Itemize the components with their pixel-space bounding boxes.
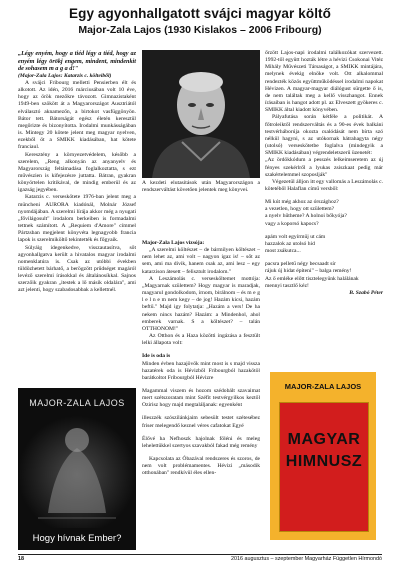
page-number: 18 bbox=[18, 556, 24, 562]
article-subtitle: Major-Zala Lajos (1930 Kislakos – 2006 Fribourg) bbox=[78, 24, 322, 36]
paragraph: Katarzis c. verseskötete 1976-ban jelent meg a müncheni AURORA kiadónál, Molnár József nyomdájában. A szerelmi lírája akkor még a nyugati „fővilágosult" irodalom berkeiben is formadalmi tettnek számított. A „Requiem d'Amore" címmel Pártzsban megjelent könyvéta legnagyobb francia lapok is szerelmiköltő tekintették és főgyaik. bbox=[18, 194, 136, 244]
poem-stanza: Magammal viszem és hozom szédobált szavaimat mert szétszoratam mint Széfit testvérgyilkos keztől Ozirisz hogy majd megtaláljanak: egyenként bbox=[142, 387, 260, 409]
book-cover-title: Hogy hívnak Ember? bbox=[32, 533, 122, 544]
poem-line: vagy a koporsó kapocs? bbox=[265, 220, 319, 227]
epigraph-quote: „Légy enyém, hogy a tiéd légy a tiéd, hogy az enyém légy örökj engem, mindent, mindenkit de sohasem m a g a d!" bbox=[18, 50, 136, 73]
paragraph: „A szerelmi költészet – de bármilyen költészet – nem lehet az, ami volt – nagyon igaz is! – sőt az sem, ami ma divik, hanem csak az, ami lesz – egy katarzison átesett – felisztult irodalom." bbox=[142, 247, 260, 275]
poem bbox=[142, 361, 260, 451]
paragraph: Pályafutása során kétféle a politikát. A főtroleiktől rendszerváltás és a 90-es évek balkáni testvérháborúja okozta csalódását nem bírta szó nélkül hagyni, s az utókornak hátrahagyta négy (utolsó) verseskötetbe foglalva (mindegyik a SMIKK kiadásában) végrendeletszerű üzenetét: bbox=[265, 114, 383, 157]
poem-stanza: illeszzék szószilánkjaim sebesült testet szétesébez friser melegendő keznel véres cafatokat Egyé bbox=[142, 415, 260, 429]
poem-line: Az ő emléke előtt tisztelegyünk halálának bbox=[265, 275, 359, 282]
paragraph: A Leszámolás c. versesköltemet mottója: „Magyarnak születtem? Hogy magyar is maradjak, magyarul gondolkodom, írnom, birálnom – és m e g l e l n e m nem kegy – de jog! Hazám kicsi, hazám beftű." Majd igy folytatja: „Hazám a vers! De ha nekem nincs hazám? Hazám: a Mindenhol, ahol emberek varnak. S a költészet? – talán OTTHONOM!" bbox=[142, 275, 260, 332]
book-cover-title-line-2: HIMNUSZ bbox=[285, 453, 363, 470]
publication-info: 2016 augusztus – szeptember Magyarház Független Hírmondó bbox=[230, 556, 382, 562]
poem-line: a nyelv hűtheme? A holnoi bőkyója? bbox=[265, 213, 347, 220]
poem-line: most zsákutca... bbox=[265, 248, 301, 255]
book-cover-author: MAJOR-ZALA LAJOS bbox=[29, 398, 125, 408]
quoted-verse: „Az ördökkódum a pesszés lelkeimseretem az új fényes szekérlről a lyukas zsiszkaat pedig már szakértelemmel szoposlják" bbox=[265, 157, 383, 178]
poem-line: pacsra pelletű négy becsaadt sír bbox=[265, 261, 336, 268]
column-3 bbox=[265, 50, 383, 297]
poem-stanza: Minden évben hazajövök mint most is s majd vissza hazatérek oda is Hévizből Fribourgból hazakötöl barátkoltot Fribourgból Hévizre bbox=[142, 360, 260, 381]
poem-line: hazzalok az utolsó hid bbox=[265, 240, 315, 247]
poem-title: Ide is oda is bbox=[142, 353, 171, 360]
poem-line: Mi kút még akhoz az órszághoz? bbox=[265, 199, 339, 206]
poem-stanza: Élővé ha Nefhoszk hajolnak föléni és meleg lehelettükkel szertyos szavakból fakad még remény bbox=[142, 435, 260, 449]
book-cover-title-line-1: MAGYAR bbox=[287, 431, 361, 448]
book-cover-hogy-hivnak-ember bbox=[18, 388, 136, 550]
photo-caption: A kezdeti elutasítások után Magyarországon a rendszerváltást követően jelentek meg könyvei. bbox=[142, 180, 260, 193]
poem-line: mennyi tasztlő kéz! bbox=[265, 282, 309, 289]
book-cover-magyar-himnusz bbox=[270, 372, 376, 540]
paragraph: Végezetül álljon itt egy vallomás a Leszámolás c. kötetéből Halaflan című versből: bbox=[265, 178, 383, 192]
poem-line: apám volt egyírmüj ut cám bbox=[265, 233, 326, 240]
footer-rule bbox=[18, 554, 382, 555]
paragraph: Súlyáig idegenkedve, visszautasítva, sőt agyonhallgatva került a hivatalos magyar irodalmi nomenklatúra is. Csak az utóbbi években tüldözhetett bárhatő, a berögzött prűdséget magáról levéző szerelmi írásokkal és általánosíkkal. Sajnos szerzőik gyakran „itestek a lő másik oldalára", ami azt jelenti, hogy szabadosabbak a kellettnél. bbox=[18, 244, 136, 294]
column-2 bbox=[142, 240, 260, 478]
column-1 bbox=[18, 50, 136, 295]
cover-red-panel bbox=[279, 402, 369, 532]
section-heading: Major-Zala Lajos vizsója: bbox=[142, 240, 205, 246]
author-portrait-photo bbox=[142, 50, 260, 178]
paragraph: őrzött Lajos-napi irodalmi találkozókat szervezett. 1992-től együtt hozták létre a hévizi Csokonai Vitéz Mihály Művészeti Társaságot, a SMIKK mintájára, melynek évekig elnöke volt. Ott alkalommal rendezték közös együttműködéssel irodalmi napokat Hévizen. A magyar-magyar diálógust sürgette ő is, de nem találtak meg a kellő visszhangot. Ennek írásaiban is hangot adott pl. az Elveszett gyökeres c. SMIKK által kiadott könyvében. bbox=[265, 50, 383, 114]
poem-line: rájuk új hidat építeni" – balga remény! bbox=[265, 268, 352, 275]
portrait-image bbox=[142, 50, 260, 178]
paragraph: Az Otthon és a Haza közötti ingázása a fesztült lelki állapota volt: bbox=[142, 333, 260, 347]
article-title: Egy agyonhallgatott svájci magyar költő bbox=[69, 6, 331, 21]
paragraph: A svájci Fribourg melletti Pensierben élt és alkotott. Az idén, 2016 márciusában volt 10 éve, hogy az örök mezőkre távozott. Gimnazistaként 1949-ben szökött át a Magyarországot Ausztriától elválasztó aknamezőn, a birtokot vasfüggönyön. Bátor tett. Bátorságát egész életén keresztül megőrizte és bizonyította. Irodalmi munkásságában is. Mintegy 20 kötete jelent meg magyar nyelven, ezekből öt a SMIKK kiadásában, hat kötete franciaul. bbox=[18, 79, 136, 151]
cover-artwork-image bbox=[18, 388, 136, 550]
paragraph: Kapcsolata az Óbazával rendszeres és szoros, de nem volt problémamentes. Hévizi „második otthonában" rendkívül éles ellen- bbox=[142, 456, 260, 477]
closing-poem bbox=[265, 199, 383, 290]
paragraph: Keresztény a környezetvédelem, később a szerelem, „Reng alkonyán az anyanyelv és Magyarország feltámadása foglalkoztatta, s ezt művészien is kifejezésre juttatta. Bátran, gyakran könyörtelen kritikával, de mindig emberül és az igazság jegyében. bbox=[18, 151, 136, 194]
author-signature: B. Szabó Péter bbox=[349, 289, 383, 296]
poem-line: a vezetlen, hogy ott születtem? bbox=[265, 206, 335, 213]
epigraph-source: (Major-Zala Lajos: Katarzis c. költeiből) bbox=[18, 72, 112, 79]
book-cover-author: MAJOR-ZALA LAJOS bbox=[284, 382, 362, 391]
